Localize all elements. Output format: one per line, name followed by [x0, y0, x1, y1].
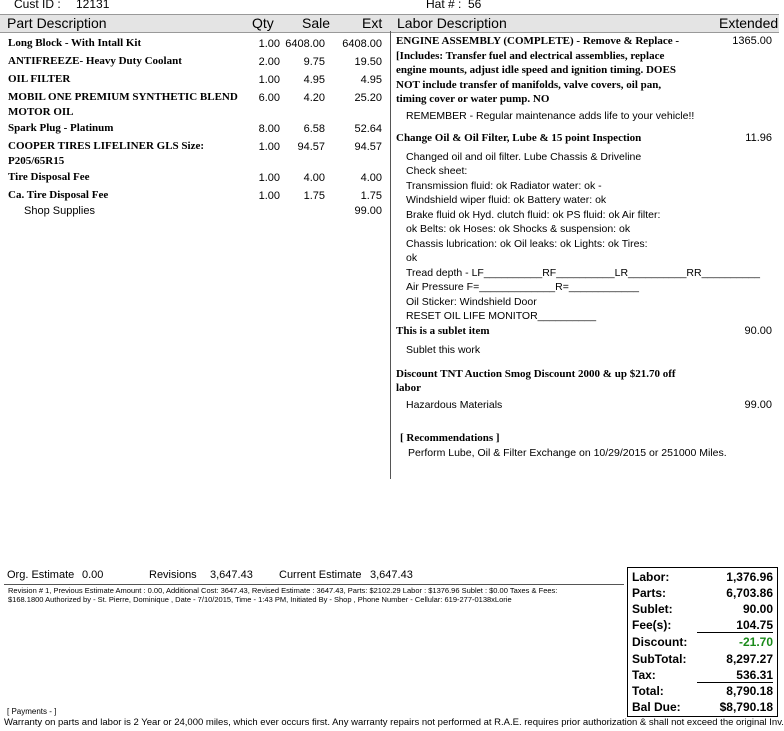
col-sale: Sale [302, 15, 331, 31]
oil-change-amount: 11.96 [745, 132, 772, 144]
engine-line: ENGINE ASSEMBLY (COMPLETE) - Remove & Replace - [396, 35, 680, 47]
payments-label: [ Payments - ] [7, 707, 57, 716]
total-label: Total: [632, 684, 664, 698]
estimate-divider [4, 584, 624, 585]
part-name-cont: MOTOR OIL [8, 106, 74, 118]
revisions-value: 3,647.43 [210, 569, 253, 581]
total-label: Tax: [632, 668, 656, 682]
engine-line: timing cover or water pump. NO [396, 93, 550, 105]
part-ext: 6408.00 [342, 38, 382, 50]
part-sale: 94.57 [297, 141, 325, 153]
part-ext: 19.50 [354, 56, 382, 68]
oil-line: Oil Sticker: Windshield Door [406, 296, 537, 308]
part-qty: 1.00 [258, 190, 280, 202]
engine-note: REMEMBER - Regular maintenance adds life to your vehicle!! [406, 110, 695, 122]
oil-line: Air Pressure F=_____________R=____________ [406, 281, 639, 293]
part-qty: 1.00 [258, 141, 280, 153]
part-qty: 1.00 [258, 74, 280, 86]
oil-line: ok [406, 252, 418, 264]
part-sale: 1.75 [303, 190, 325, 202]
part-sale: 4.95 [303, 74, 325, 86]
oil-line: Changed oil and oil filter. Lube Chassis & Driveline [406, 151, 642, 163]
cust-id-value: 12131 [76, 0, 110, 11]
part-name-cont: P205/65R15 [8, 155, 65, 167]
total-value: 104.75 [697, 618, 773, 633]
total-label: SubTotal: [632, 652, 687, 666]
recommendations-text: Perform Lube, Oil & Filter Exchange on 10/29/2015 or 251000 Miles. [408, 447, 727, 459]
part-sale: 6.58 [303, 123, 325, 135]
org-estimate-value: 0.00 [82, 569, 104, 581]
sublet-amount: 90.00 [744, 325, 772, 337]
warranty-text: Warranty on parts and labor is 2 Year or 24,000 miles, which ever occurs first. Any warranty repairs not performed at R.A.E. requires prior authorization & shall not exceed the original Inv. [4, 717, 784, 728]
part-name: Tire Disposal Fee [8, 171, 90, 183]
oil-change-title: Change Oil & Oil Filter, Lube & 15 point Inspection [396, 132, 642, 144]
hazardous-label: Hazardous Materials [406, 399, 503, 411]
total-label: Sublet: [632, 602, 673, 616]
part-qty: 1.00 [258, 172, 280, 184]
oil-line: RESET OIL LIFE MONITOR__________ [406, 310, 597, 322]
hat-label: Hat # : [426, 0, 462, 11]
discount-line: labor [396, 382, 422, 394]
total-value: 6,703.86 [726, 586, 773, 600]
sublet-title: This is a sublet item [396, 325, 490, 337]
col-labor-description: Labor Description [397, 15, 507, 31]
part-ext: 4.95 [360, 74, 382, 86]
total-value: 8,790.18 [726, 684, 773, 698]
part-name: Ca. Tire Disposal Fee [8, 189, 109, 201]
total-label: Fee(s): [632, 618, 672, 632]
total-value: 8,297.27 [726, 652, 773, 666]
part-qty: 6.00 [258, 92, 280, 104]
part-sale: 9.75 [303, 56, 325, 68]
part-sale: 6408.00 [285, 38, 325, 50]
total-label: Labor: [632, 570, 670, 584]
engine-line: [Includes: Transfer fuel and electrical assemblies, replace [396, 50, 665, 62]
part-name: MOBIL ONE PREMIUM SYNTHETIC BLEND [8, 91, 238, 103]
sublet-desc: Sublet this work [406, 344, 481, 356]
part-ext: 94.57 [354, 141, 382, 153]
recommendations-title: [ Recommendations ] [400, 432, 500, 444]
part-ext: 25.20 [354, 92, 382, 104]
hazardous-amount: 99.00 [744, 399, 772, 411]
col-part-description: Part Description [7, 15, 107, 31]
engine-line: engine mounts, adjust idle speed and ignition timing. DOES [396, 64, 676, 76]
cust-id-label: Cust ID : [14, 0, 61, 11]
oil-line: Windshield wiper fluid: ok Battery water: ok [406, 194, 607, 206]
total-value: 1,376.96 [726, 570, 773, 584]
part-name: OIL FILTER [8, 73, 71, 85]
discount-value: -21.70 [738, 635, 773, 649]
oil-line: Tread depth - LF__________RF__________LR__________RR__________ [406, 267, 760, 279]
total-label: Parts: [632, 586, 667, 600]
org-estimate-label: Org. Estimate [7, 569, 75, 581]
col-ext: Ext [362, 15, 383, 31]
hat-value: 56 [468, 0, 482, 11]
engine-amount: 1365.00 [732, 35, 772, 47]
current-estimate-value: 3,647.43 [370, 569, 413, 581]
current-estimate-label: Current Estimate [279, 569, 362, 581]
oil-line: Brake fluid ok Hyd. clutch fluid: ok PS fluid: ok Air filter: [406, 209, 661, 221]
revisions-label: Revisions [149, 569, 197, 581]
oil-line: ok Belts: ok Hoses: ok Shocks & suspension: ok [406, 223, 631, 235]
part-name: ANTIFREEZE- Heavy Duty Coolant [8, 55, 182, 67]
part-name: Spark Plug - Platinum [8, 122, 114, 134]
part-name: COOPER TIRES LIFELINER GLS Size: [8, 140, 205, 152]
column-divider [390, 31, 391, 479]
total-label: Discount: [632, 635, 688, 649]
total-value: 536.31 [697, 668, 773, 683]
part-ext: 52.64 [354, 123, 382, 135]
part-qty: 8.00 [258, 123, 280, 135]
discount-line: Discount TNT Auction Smog Discount 2000 & up $21.70 off [396, 368, 676, 380]
col-extended: Extended [719, 15, 779, 31]
totals-box [627, 567, 778, 717]
part-name: Long Block - With Intall Kit [8, 37, 142, 49]
revision-line: $168.1800 Authorized by - St. Pierre, Dominique , Date - 7/10/2015, Time - 1:43 PM, Initiated By - Shop , Phone Number - Cellular: 619-277-0138xLorie [8, 595, 512, 604]
shop-supplies-label: Shop Supplies [24, 205, 95, 217]
revision-line: Revision # 1, Previous Estimate Amount : 0.00, Additional Cost: 3647.43, Revised Estimate : 3647.43, Parts: $2102.29 Labor : $1376.96 Sublet : $0.00 Taxes & Fees: [8, 586, 558, 595]
part-sale: 4.20 [303, 92, 325, 104]
oil-line: Chassis lubrication: ok Oil leaks: ok Lights: ok Tires: [406, 238, 648, 250]
total-value: 90.00 [742, 602, 773, 616]
total-value: $8,790.18 [719, 700, 773, 714]
part-ext: 4.00 [360, 172, 382, 184]
col-qty: Qty [252, 15, 274, 31]
oil-line: Check sheet: [406, 165, 468, 177]
engine-line: NOT include transfer of manifolds, valve covers, oil pan, [396, 79, 662, 91]
part-qty: 1.00 [258, 38, 280, 50]
part-qty: 2.00 [258, 56, 280, 68]
oil-line: Transmission fluid: ok Radiator water: ok - [406, 180, 602, 192]
part-ext: 1.75 [360, 190, 382, 202]
part-sale: 4.00 [303, 172, 325, 184]
shop-supplies-ext: 99.00 [354, 205, 382, 217]
total-label: Bal Due: [632, 700, 681, 714]
